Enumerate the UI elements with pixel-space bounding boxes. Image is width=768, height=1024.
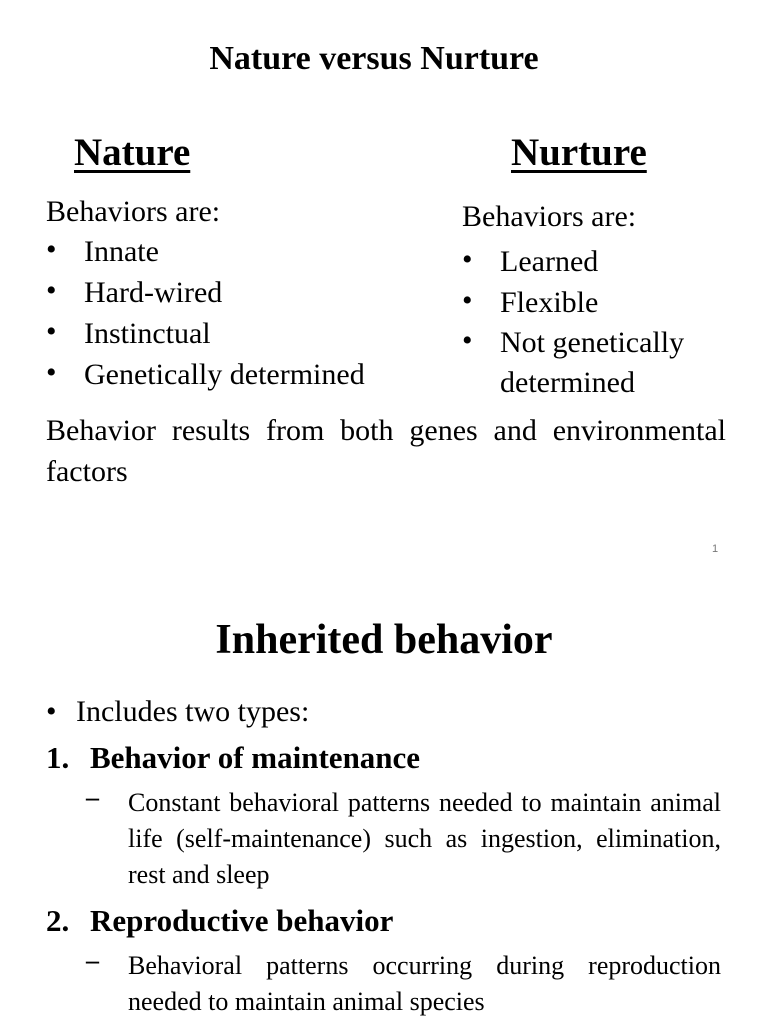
bullet-icon: •: [46, 274, 57, 307]
dash-icon: –: [86, 946, 99, 975]
type-heading-maintenance: 1. Behavior of maintenance: [46, 740, 421, 775]
type-description-reproductive: Behavioral patterns occurring during reproduction needed to maintain animal species: [128, 951, 721, 1016]
nature-intro: Behaviors are:: [46, 195, 221, 228]
bullet-icon: •: [46, 315, 57, 348]
type-description-maintenance: Constant behavioral patterns needed to maintain animal life (self-maintenance) such as ingestion, elimination, rest and sleep: [128, 788, 721, 889]
bullet-icon: •: [462, 324, 473, 357]
bullet-icon: •: [46, 356, 57, 389]
nature-list: [46, 234, 426, 398]
slide-inherited-behavior: [0, 570, 768, 1024]
nurture-list: [462, 241, 742, 403]
slide-title: Nature versus Nurture: [209, 40, 539, 77]
page-number: 1: [712, 543, 719, 555]
bullet-icon: •: [462, 284, 473, 317]
list-item: • Hard-wired: [46, 274, 223, 309]
list-item: • Innate: [46, 233, 159, 268]
list-item: • Not genetically determined: [462, 323, 742, 403]
nurture-heading: Nurture: [511, 131, 647, 174]
nature-heading: Nature: [74, 131, 191, 174]
summary-text: Behavior results from both genes and environmental factors: [46, 414, 726, 488]
nurture-intro: Behaviors are:: [462, 200, 637, 233]
list-item: • Instinctual: [46, 315, 211, 350]
bullet-icon: •: [462, 243, 473, 276]
list-item: • Flexible: [462, 282, 742, 323]
slide-title: Inherited behavior: [215, 617, 553, 663]
bullet-icon: •: [46, 695, 57, 728]
type-heading-reproductive: 2. Reproductive behavior: [46, 903, 394, 938]
dash-icon: –: [86, 783, 99, 812]
bullet-icon: •: [46, 233, 57, 266]
list-item: • Genetically determined: [46, 356, 365, 391]
list-item: • Learned: [462, 241, 742, 282]
intro-bullet: • Includes two types:: [46, 695, 310, 728]
